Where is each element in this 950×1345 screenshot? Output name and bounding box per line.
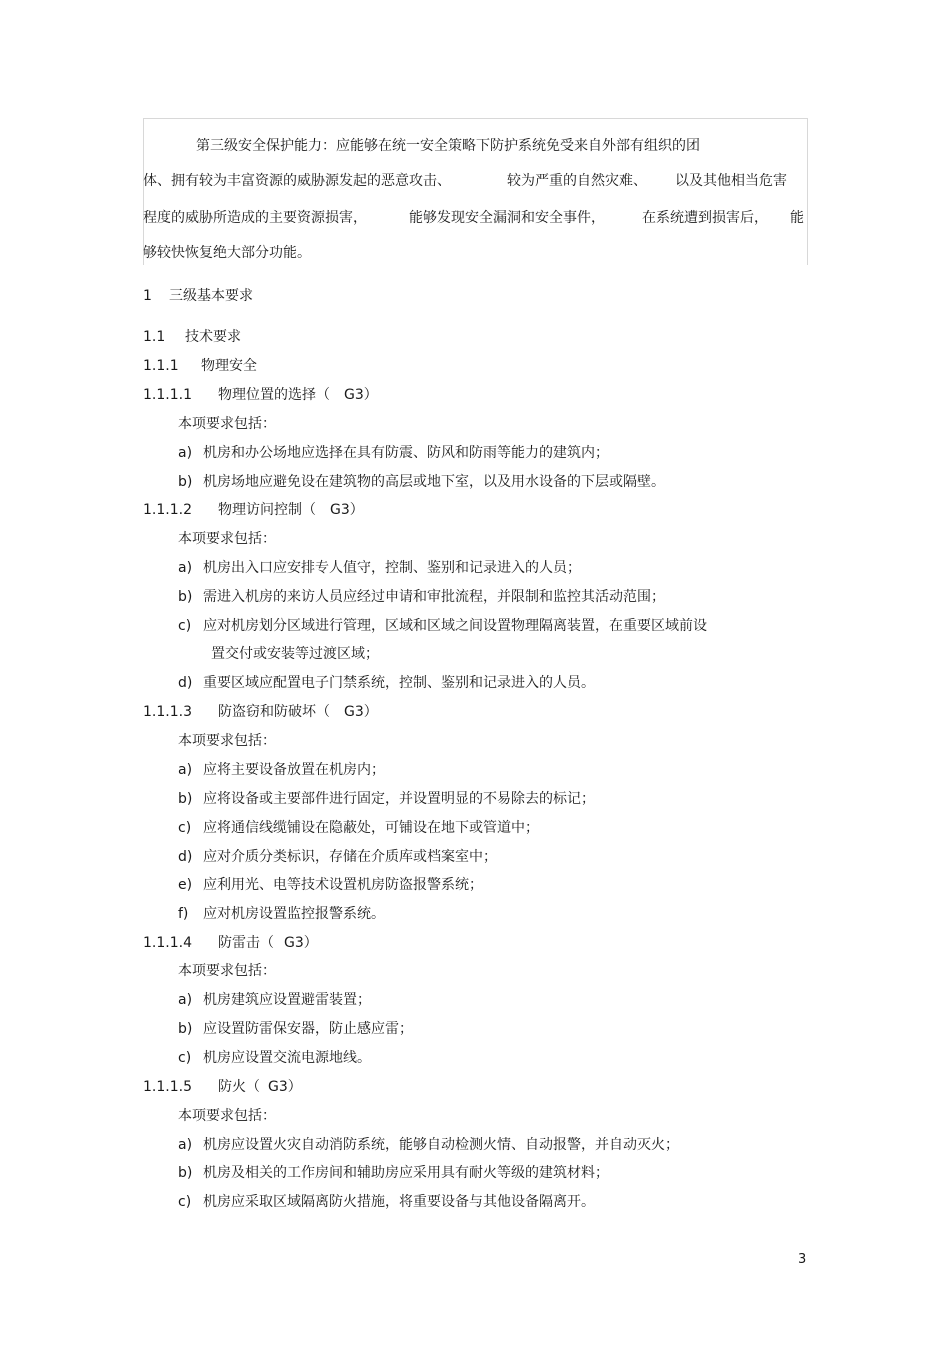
heading-1-1-1 <box>143 355 257 375</box>
requirement-lead: 本项要求包括： <box>178 1108 276 1124</box>
heading-title: 防盗窃和防破坏（ <box>218 704 330 720</box>
item-marker: f) <box>178 906 189 922</box>
item-marker: a) <box>178 1137 193 1153</box>
list-item <box>178 1191 595 1211</box>
item-marker: a) <box>178 560 193 576</box>
list-item-continuation: 置交付或安装等过渡区域； <box>211 646 379 662</box>
heading-number: 1 <box>143 288 152 304</box>
section-heading-physical-location <box>143 384 378 404</box>
intro-line-4: 够较快恢复绝大部分功能。 <box>143 245 311 261</box>
heading-number: 1.1.1.5 <box>143 1079 192 1095</box>
item-marker: d) <box>178 675 193 691</box>
intro-line-3d: 能 <box>790 210 804 226</box>
list-item <box>178 1162 609 1182</box>
grade-code: G3） <box>330 502 364 518</box>
item-text: 机房出入口应安排专人值守，控制、鉴别和记录进入的人员； <box>203 560 581 576</box>
heading-number: 1.1.1.1 <box>143 387 192 403</box>
requirement-lead: 本项要求包括： <box>178 963 276 979</box>
item-marker: b) <box>178 589 193 605</box>
item-marker: e) <box>178 877 193 893</box>
grade-code: G3） <box>268 1079 302 1095</box>
section-heading-physical-access <box>143 499 364 519</box>
grade-code: G3） <box>344 387 378 403</box>
heading-title: 技术要求 <box>185 329 241 345</box>
list-item <box>178 846 497 866</box>
heading-title: 物理访问控制（ <box>218 502 316 518</box>
heading-title: 三级基本要求 <box>169 288 253 304</box>
item-marker: c) <box>178 618 192 634</box>
requirement-lead: 本项要求包括： <box>178 733 276 749</box>
list-item <box>178 759 385 779</box>
intro-line-3c: 在系统遭到损害后， <box>642 210 768 226</box>
item-text: 机房应采取区域隔离防火措施，将重要设备与其他设备隔离开。 <box>203 1194 595 1210</box>
intro-line-2b: 较为严重的自然灾难、 <box>507 173 647 189</box>
item-text: 机房应设置交流电源地线。 <box>203 1050 371 1066</box>
section-heading-fire <box>143 1076 302 1096</box>
item-text: 机房场地应避免设在建筑物的高层或地下室，以及用水设备的下层或隔壁。 <box>203 474 665 490</box>
heading-1-1 <box>143 326 241 346</box>
item-text: 机房及相关的工作房间和辅助房应采用具有耐火等级的建筑材料； <box>203 1165 609 1181</box>
item-text: 机房应设置火灾自动消防系统，能够自动检测火情、自动报警，并自动灭火； <box>203 1137 679 1153</box>
heading-title: 物理安全 <box>201 358 257 374</box>
intro-line-2c: 以及其他相当危害 <box>675 173 787 189</box>
grade-code: G3） <box>284 935 318 951</box>
item-text: 应对机房设置监控报警系统。 <box>203 906 385 922</box>
list-item <box>178 586 665 606</box>
heading-title: 防雷击（ <box>218 935 274 951</box>
list-item <box>178 672 595 692</box>
heading-number: 1.1.1.3 <box>143 704 192 720</box>
item-marker: b) <box>178 1021 193 1037</box>
list-item <box>178 442 609 462</box>
item-text: 应设置防雷保安器，防止感应雷； <box>203 1021 413 1037</box>
heading-title: 物理位置的选择（ <box>218 387 330 403</box>
item-marker: c) <box>178 820 192 836</box>
list-item <box>178 1018 413 1038</box>
item-marker: c) <box>178 1194 192 1210</box>
item-marker: b) <box>178 791 193 807</box>
item-text: 重要区域应配置电子门禁系统，控制、鉴别和记录进入的人员。 <box>203 675 595 691</box>
list-item <box>178 1134 679 1154</box>
item-marker: a) <box>178 992 193 1008</box>
item-text: 机房和办公场地应选择在具有防震、防风和防雨等能力的建筑内； <box>203 445 609 461</box>
list-item <box>178 989 371 1009</box>
list-item <box>178 817 539 837</box>
heading-number: 1.1.1.4 <box>143 935 192 951</box>
section-heading-lightning <box>143 932 318 952</box>
list-item <box>178 788 595 808</box>
item-marker: c) <box>178 1050 192 1066</box>
list-item <box>178 615 707 635</box>
item-marker: a) <box>178 762 193 778</box>
heading-number: 1.1.1 <box>143 358 179 374</box>
list-item <box>178 471 665 491</box>
heading-number: 1.1 <box>143 329 166 345</box>
list-item <box>178 557 581 577</box>
section-heading-anti-theft <box>143 701 378 721</box>
list-item <box>178 1047 371 1067</box>
item-text: 应对介质分类标识，存储在介质库或档案室中； <box>203 849 497 865</box>
heading-title: 防火（ <box>218 1079 260 1095</box>
list-item <box>178 874 483 894</box>
page-number: 3 <box>798 1252 807 1267</box>
item-marker: b) <box>178 1165 193 1181</box>
item-text: 机房建筑应设置避雷装置； <box>203 992 371 1008</box>
item-marker: a) <box>178 445 193 461</box>
heading-1 <box>143 285 253 305</box>
item-marker: d) <box>178 849 193 865</box>
list-item <box>178 903 385 923</box>
grade-code: G3） <box>344 704 378 720</box>
item-marker: b) <box>178 474 193 490</box>
item-text: 应将设备或主要部件进行固定，并设置明显的不易除去的标记； <box>203 791 595 807</box>
item-text: 应对机房划分区域进行管理，区域和区域之间设置物理隔离装置，在重要区域前设 <box>203 618 707 634</box>
intro-line-3a: 程度的威胁所造成的主要资源损害， <box>143 210 367 226</box>
intro-line-3b: 能够发现安全漏洞和安全事件， <box>409 210 605 226</box>
requirement-lead: 本项要求包括： <box>178 531 276 547</box>
intro-line-1: 第三级安全保护能力：应能够在统一安全策略下防护系统免受来自外部有组织的团 <box>196 138 700 154</box>
item-text: 应利用光、电等技术设置机房防盗报警系统； <box>203 877 483 893</box>
requirement-lead: 本项要求包括： <box>178 416 276 432</box>
heading-number: 1.1.1.2 <box>143 502 192 518</box>
item-text: 需进入机房的来访人员应经过申请和审批流程，并限制和监控其活动范围； <box>203 589 665 605</box>
intro-line-2a: 体、拥有较为丰富资源的威胁源发起的恶意攻击、 <box>143 173 451 189</box>
item-text: 应将通信线缆铺设在隐蔽处，可铺设在地下或管道中； <box>203 820 539 836</box>
item-text: 应将主要设备放置在机房内； <box>203 762 385 778</box>
